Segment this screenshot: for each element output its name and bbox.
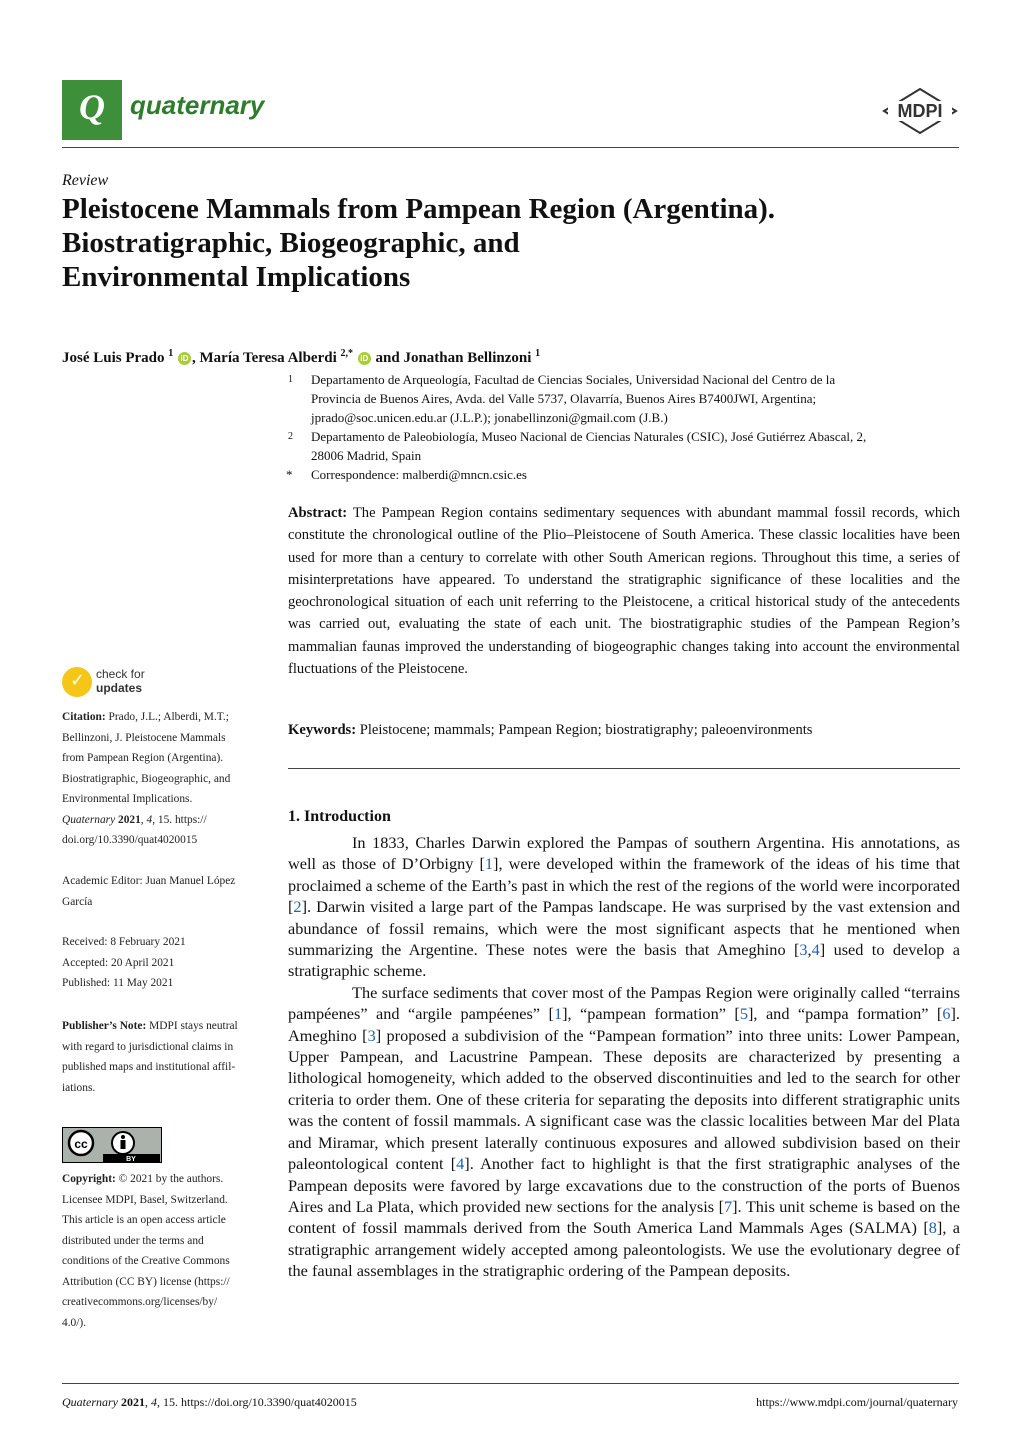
copyright-line: © 2021 by the authors.: [118, 1173, 224, 1185]
reference-link[interactable]: 1: [484, 854, 494, 874]
copyright-line: This article is an open access article: [62, 1214, 226, 1226]
paragraph-text: ], and “pampa formation” [: [747, 1004, 943, 1024]
author-separator: ,: [192, 350, 200, 366]
copyright-line: Attribution (CC BY) license (https://: [62, 1275, 230, 1288]
keywords-text: Pleistocene; mammals; Pampean Region; biostratigraphy; paleoenvironments: [359, 722, 813, 738]
editor-line: García: [62, 895, 93, 908]
reference-link[interactable]: 8: [928, 1218, 937, 1238]
orcid-icon[interactable]: iD: [358, 352, 371, 365]
reference-link[interactable]: 4: [811, 940, 820, 960]
reference-link[interactable]: 3: [799, 940, 808, 960]
check-icon: ✓: [62, 667, 92, 697]
introduction-body: [288, 832, 960, 1282]
header-divider: [62, 147, 959, 148]
publisher-note: [62, 1016, 272, 1098]
logo-letter: Q: [79, 87, 105, 127]
author-sup: 1: [535, 348, 541, 359]
reference-link[interactable]: 5: [739, 1004, 748, 1024]
affiliation-line: Departamento de Arqueología, Facultad de Ciencias Sociales, Universidad Nacional del Centro de la: [311, 372, 836, 387]
footer-citation: Quaternary 2021, 4, 15. https://doi.org/10.3390/quat4020015: [62, 1395, 357, 1409]
reference-link[interactable]: 2: [293, 897, 302, 917]
publisher-note-label: Publisher’s Note:: [62, 1020, 147, 1032]
citation-rest: , 15. https://: [152, 813, 207, 826]
citation-line: from Pampean Region (Argentina).: [62, 752, 224, 764]
journal-name: quaternary: [130, 90, 265, 120]
correspondence[interactable]: Correspondence: malberdi@mncn.csic.es: [311, 467, 527, 482]
orcid-icon[interactable]: iD: [178, 352, 191, 365]
publisher-note-line: MDPI stays neutral: [149, 1020, 238, 1032]
paragraph: [288, 832, 960, 982]
svg-text:cc: cc: [74, 1137, 88, 1151]
reference-link[interactable]: 3: [367, 1025, 376, 1045]
copyright-line: distributed under the terms and: [62, 1234, 204, 1247]
footer-journal-url[interactable]: https://www.mdpi.com/journal/quaternary: [756, 1395, 958, 1409]
affiliation-number: 2: [288, 431, 293, 442]
copyright-line: Licensee MDPI, Basel, Switzerland.: [62, 1193, 228, 1206]
paragraph-text: ], “pampean formation” [: [562, 1004, 740, 1024]
keywords-label: Keywords:: [288, 722, 357, 738]
accepted-date: Accepted: 20 April 2021: [62, 956, 175, 969]
paragraph-text: ,: [807, 940, 812, 960]
check-label: check for: [96, 667, 145, 681]
paragraph-text: ]. This unit scheme is based on the content of fossil mammals derived from the South America Land Mammals Ages (SALMA) [: [288, 1196, 960, 1238]
paragraph-text: The surface sediments that cover most of the Pampas Region were originally called “terrains pampéenes” and “argile pampéenes” [: [288, 982, 960, 1024]
author-sup: 1: [168, 348, 174, 359]
copyright-line[interactable]: creativecommons.org/licenses/by/: [62, 1296, 218, 1308]
affiliation-line: Departamento de Paleobiología, Museo Nacional de Ciencias Naturales (CSIC), José Gutiérrez Abascal, 2,: [311, 429, 867, 444]
publisher-note-line: with regard to jurisdictional claims in: [62, 1040, 234, 1053]
paragraph-text: ]. Ameghino [: [288, 1004, 960, 1045]
paragraph-text: ] used to develop a stratigraphic scheme.: [288, 940, 960, 981]
citation-line: Biostratigraphic, Biogeographic, and: [62, 772, 231, 785]
publisher-note-line: iations.: [62, 1081, 96, 1094]
author-sup: 2,*: [340, 348, 353, 359]
affiliation-line: 28006 Madrid, Spain: [311, 448, 422, 463]
reference-link[interactable]: 4: [456, 1154, 465, 1174]
author-name[interactable]: María Teresa Alberdi: [199, 350, 337, 366]
abstract-label: Abstract:: [288, 505, 348, 521]
author-list: [62, 348, 540, 367]
citation-line: Environmental Implications.: [62, 793, 193, 805]
copyright-label: Copyright:: [62, 1173, 116, 1185]
article-title: [62, 192, 962, 294]
footer-divider: [62, 1383, 959, 1384]
author-separator: and: [371, 350, 404, 366]
affiliation-line: jprado@soc.unicen.edu.ar (J.L.P.); jonabellinzoni@gmail.com (J.B.): [311, 410, 668, 425]
reference-link[interactable]: 1: [553, 1004, 563, 1024]
title-line: Biostratigraphic, Biogeographic, and: [62, 227, 520, 259]
citation-journal: Quaternary: [62, 813, 116, 826]
affiliation-line: Provincia de Buenos Aires, Avda. del Valle 5737, Olavarría, Buenos Aires B7400JWI, Argentina;: [311, 391, 817, 406]
paragraph-text: ], were developed within the framework of the ideas of his time that proclaimed a scheme of the Earth’s past in which the rest of the regions of the world were incorporated [: [288, 854, 960, 917]
reference-link[interactable]: 6: [942, 1004, 951, 1024]
affiliation-2-text: [311, 427, 961, 465]
affiliation-2: [288, 427, 293, 449]
copyright-line: conditions of the Creative Commons: [62, 1255, 230, 1267]
paragraph-text: ] proposed a subdivision of the “Pampean formation” into three units: Lower Pampean, Upper Pampean, and Lacustrine Pampean. These deposits are characterized by presenting a lithological homogeneity, which added to the observed discontinuities and led to the search for other criteria to order them. One of these criteria for separating the deposits into different stratigraphic units was the content of fossil mammals. A significant case was the classic localities between Mar del Plata and Miramar, which present laterally continuous exposures and allowed subdivision based on their paleontological content [: [288, 1025, 960, 1174]
citation-doi-link[interactable]: doi.org/10.3390/quat4020015: [62, 834, 198, 846]
journal-logo: [62, 80, 122, 140]
cc-by-license-badge[interactable]: [62, 1127, 162, 1163]
footer-journal: Quaternary: [62, 1395, 118, 1409]
publisher-note-line: published maps and institutional affil-: [62, 1061, 236, 1073]
cc-icon: [63, 1128, 161, 1162]
citation-line: Bellinzoni, J. Pleistocene Mammals: [62, 731, 226, 744]
abstract: [288, 502, 960, 680]
footer-volume: 4: [151, 1395, 157, 1409]
section-heading: 1. Introduction: [288, 808, 391, 825]
citation-block: Citation: Prado, J.L.; Alberdi, M.T.; Bellinzoni, J. Pleistocene Mammals from Pampean Region (Argentina). Biostratigraphic, Biogeographic, and Environmental Implications. Quaternary 2021, 4, 15. https:// doi.org/10.3390/quat4020015: [62, 707, 272, 851]
title-line: Environmental Implications: [62, 261, 411, 293]
editor-line: Academic Editor: Juan Manuel López: [62, 875, 236, 887]
citation-year: 2021: [118, 813, 141, 826]
footer-year: 2021: [121, 1395, 145, 1409]
correspondence-marker: *: [286, 467, 293, 482]
mdpi-logo: [882, 88, 958, 134]
received-date: Received: 8 February 2021: [62, 936, 186, 948]
copyright-line: 4.0/).: [62, 1316, 87, 1329]
author-name[interactable]: José Luis Prado: [62, 350, 165, 366]
paragraph-text: ]. Another fact to highlight is that the first stratigraphic analyses of the Pampean deposits were favored by large excavations due to the construction of the ports of Buenos Aires and La Plata, which provided new sections for the analysis [: [288, 1154, 960, 1216]
citation-line: Prado, J.L.; Alberdi, M.T.;: [108, 711, 229, 723]
paragraph-text: ], a stratigraphic arrangement widely accepted among paleontologists. We use the evolutionary degree of the faunal assemblages in the stratigraphic ordering of the Pampean deposits.: [288, 1218, 960, 1281]
abstract-text: The Pampean Region contains sedimentary sequences with abundant mammal fossil records, which constitute the chronological outline of the Plio–Pleistocene of South America. These classic localities have been used for more than a century to correlate with other South American regions. Throughout this time, a series of misinterpretations have appeared. To understand the stratigraphic significance of these localities and the geochronological situation of each unit referring to the Pleistocene, a critical historical study of the antecedents was carried out, evaluating the state of each unit. The biostratigraphic studies of the Pampean Region’s mammalian faunas improved the understanding of biogeographic changes taking into account the environmental fluctuations of the Pleistocene.: [288, 505, 961, 678]
affiliation-number: 1: [288, 374, 293, 385]
reference-link[interactable]: 7: [724, 1196, 733, 1216]
dates-block: [62, 932, 272, 994]
publisher-name: MDPI: [897, 101, 943, 121]
academic-editor: [62, 871, 272, 912]
footer-doi[interactable]: , 15. https://doi.org/10.3390/quat4020015: [157, 1395, 357, 1409]
article-type: Review: [62, 172, 109, 189]
published-date: Published: 11 May 2021: [62, 977, 174, 989]
affiliation-1-text: [311, 370, 961, 427]
citation-volume: 4: [146, 813, 153, 826]
paragraph-text: ]. Darwin visited a large part of the Pampas landscape. He was surprised by the vast extension and abundance of fossil remains, which were the most significant aspects that he mentioned when summarizing the Argentine. These notes were the basis that Ameghino [: [288, 897, 960, 960]
updates-label: updates: [96, 681, 143, 695]
title-line: Pleistocene Mammals from Pampean Region (Argentina).: [62, 193, 776, 225]
copyright-block: [62, 1169, 264, 1333]
author-name[interactable]: Jonathan Bellinzoni: [403, 350, 532, 366]
paragraph-text: In 1833, Charles Darwin explored the Pampas of southern Argentina. His annotations, as well as those of D’Orbigny [: [288, 833, 960, 874]
citation-label: Citation:: [62, 711, 106, 723]
paragraph: [288, 982, 960, 1282]
affiliation-1: [288, 370, 293, 392]
abstract-divider: [288, 768, 960, 769]
cc-by-label: BY: [126, 1156, 136, 1162]
keywords: [288, 722, 960, 739]
